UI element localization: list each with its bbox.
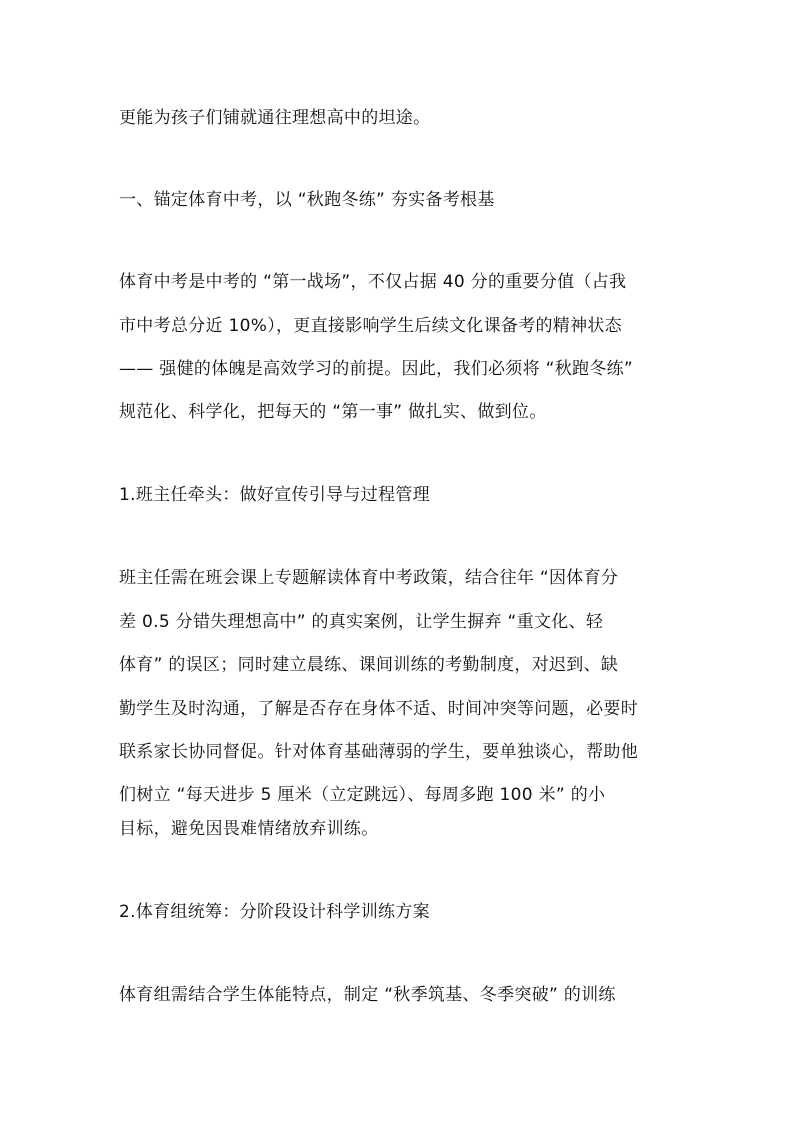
paragraph-line: 体育组需结合学生体能特点，制定 “秋季筑基、冬季突破” 的训练 <box>119 985 616 1005</box>
paragraph-line: 联系家长协同督促。针对体育基础薄弱的学生，要单独谈心，帮助他 <box>119 742 638 762</box>
subsection-heading-1: 1.班主任牵头：做好宣传引导与过程管理 <box>119 485 430 505</box>
subsection-heading-2: 2.体育组统筹：分阶段设计科学训练方案 <box>119 902 430 922</box>
paragraph-line: 体育中考是中考的 “第一战场”，不仅占据 40 分的重要分值（占我 <box>119 272 627 292</box>
paragraph-line: 目标，避免因畏难情绪放弃训练。 <box>119 819 379 839</box>
paragraph-line: —— 强健的体魄是高效学习的前提。因此，我们必须将 “秋跑冬练” <box>119 359 634 379</box>
paragraph-intro-end: 更能为孩子们铺就通往理想高中的坦途。 <box>119 108 431 128</box>
paragraph-line: 体育” 的误区；同时建立晨练、课间训练的考勤制度，对迟到、缺 <box>119 655 619 675</box>
paragraph-line: 班主任需在班会课上专题解读体育中考政策，结合往年 “因体育分 <box>119 568 619 588</box>
paragraph-line: 规范化、科学化，把每天的 “第一事” 做扎实、做到位。 <box>119 402 547 422</box>
paragraph-line: 勤学生及时沟通，了解是否存在身体不适、时间冲突等问题，必要时 <box>119 699 638 719</box>
paragraph-line: 差 0.5 分错失理想高中” 的真实案例，让学生摒弃 “重文化、轻 <box>119 612 604 632</box>
paragraph-line: 市中考总分近 10%），更直接影响学生后续文化课备考的精神状态 <box>119 316 622 336</box>
section-heading-1: 一、锚定体育中考，以 “秋跑冬练” 夯实备考根基 <box>119 190 495 210</box>
paragraph-line: 们树立 “每天进步 5 厘米（立定跳远）、每周多跑 100 米” 的小 <box>119 785 606 805</box>
